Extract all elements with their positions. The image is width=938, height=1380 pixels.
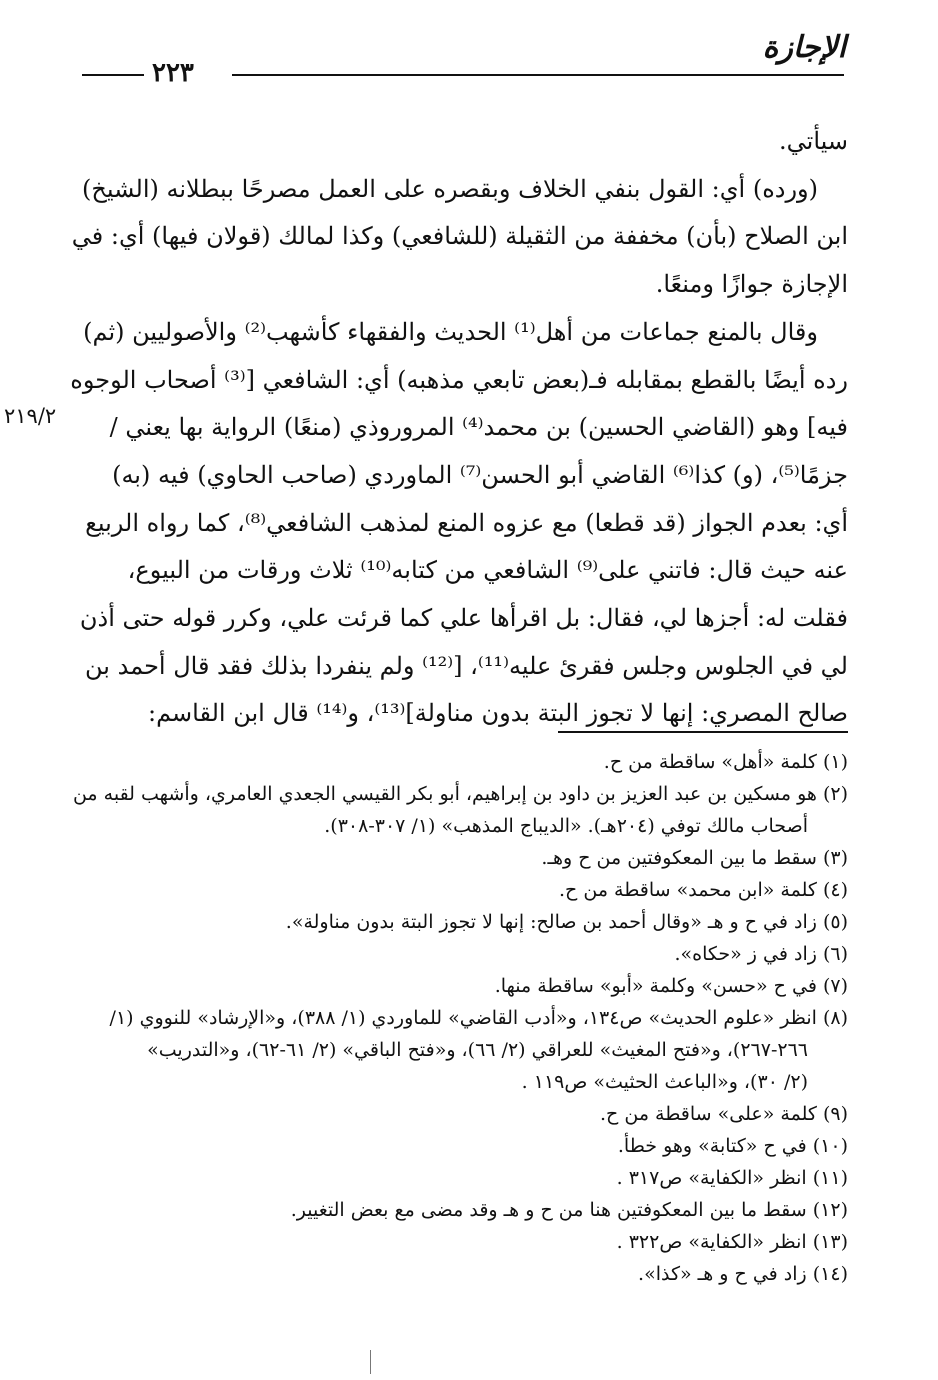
footnote-continuation: ٢٦٦-٢٦٧)، و«فتح المغيث» للعراقي (٢/ ٦٦)، و«فتح الباقي» (٢/ ٦١-٦٢)، و«التدريب» [147,1039,808,1061]
footnote: (٤) كلمة «ابن محمد» ساقطة من ح. [559,879,848,901]
page-number: ٢٢٣ [152,58,194,88]
text-line: جزمًا⁽⁵⁾، (و) كذا⁽⁶⁾ القاضي أبو الحسن⁽⁷⁾ الماوردي (صاحب الحاوي) فيه (به) [112,460,848,489]
scan-artifact [370,1350,371,1374]
footnote: (٨) انظر «علوم الحديث» ص١٣٤، و«أدب القاضي» للماوردي (١/ ٣٨٨)، و«الإرشاد» للنووي (١/ [109,1007,848,1029]
footnote: (٦) زاد في ز «حكاه». [674,943,848,965]
footnote: (١٠) في ح «كتابة» وهو خطأ. [617,1135,848,1157]
header-rule [232,74,844,76]
footnotes [72,746,848,1290]
footnote: (١٢) سقط ما بين المعكوفتين هنا من ح و هـ وقد مضى مع بعض التغيير. [290,1199,848,1221]
text-line: صالح المصري: إنها لا تجوز البتة بدون مناولة]⁽¹³⁾، و⁽¹⁴⁾ قال ابن القاسم: [147,699,848,728]
running-header-title: الإجازة [762,30,846,65]
text-line: سيأتي. [779,127,848,155]
footnote: (٥) زاد في ح و هـ «وقال أحمد بن صالح: إنها لا تجوز البتة بدون مناولة». [285,911,848,933]
margin-reference: ٢١٩/٢ [4,404,57,428]
main-text [70,118,848,738]
header-rule-short [82,74,144,76]
footnote: (٧) في ح «حسن» وكلمة «أبو» ساقطة منها. [494,975,848,997]
footnote-continuation: (٢/ ٣٠)، و«الباعث الحثيث» ص١١٩ . [521,1071,808,1093]
text-line: فقلت له: أجزها لي، فقال: بل اقرأها علي كما قرئت علي، وكرر قوله حتى أذن [79,604,848,633]
text-line: لي في الجلوس وجلس فقرئ عليه⁽¹¹⁾، [⁽¹²⁾ ولم ينفردا بذلك فقد قال أحمد بن [85,651,848,680]
text-line: عنه حيث قال: فاتني على⁽⁹⁾ الشافعي من كتابه⁽¹⁰⁾ ثلاث ورقات من البيوع، [127,556,848,585]
text-line: فيه] وهو (القاضي الحسين) بن محمد⁽⁴⁾ المروروذي (منعًا) الرواية بها يعني / [109,413,848,442]
footnote: (١٣) انظر «الكفاية» ص٣٢٢ . [616,1231,848,1253]
footnote: (١) كلمة «أهل» ساقطة من ح. [603,751,848,773]
footnote-separator [558,731,848,733]
text-line: الإجازة جوازًا ومنعًا. [655,270,848,299]
footnote: (٩) كلمة «على» ساقطة من ح. [600,1103,848,1125]
footnote-continuation: أصحاب مالك توفي (٢٠٤هـ). «الديباج المذهب» (١/ ٣٠٧-٣٠٨). [324,815,808,837]
footnote: (١١) انظر «الكفاية» ص٣١٧ . [616,1167,848,1189]
text-line: رده أيضًا بالقطع بمقابله فـ(بعض تابعي مذهبه) أي: الشافعي [⁽³⁾ أصحاب الوجوه [70,365,848,394]
text-line: (ورده) أي: القول بنفي الخلاف وبقصره على العمل مصرحًا ببطلانه (الشيخ) [82,174,818,203]
text-line: أي: بعدم الجواز (قد قطعا) مع عزوه المنع لمذهب الشافعي⁽⁸⁾، كما رواه الربيع [85,508,848,537]
footnote: (٢) هو مسكين بن عبد العزيز بن داود بن إبراهيم، أبو بكر القيسي الجعدي العامري، وأشهب لقبه من [72,783,848,805]
footnote: (١٤) زاد في ح و هـ «كذا». [638,1263,848,1285]
footnote: (٣) سقط ما بين المعكوفتين من ح وهـ. [541,847,848,869]
text-line: وقال بالمنع جماعات من أهل⁽¹⁾ الحديث والفقهاء كأشهب⁽²⁾ والأصوليين (ثم) [83,317,818,346]
text-line: ابن الصلاح (بأن) مخففة من الثقيلة (للشافعي) وكذا لمالك (قولان فيها) أي: في [71,222,848,251]
